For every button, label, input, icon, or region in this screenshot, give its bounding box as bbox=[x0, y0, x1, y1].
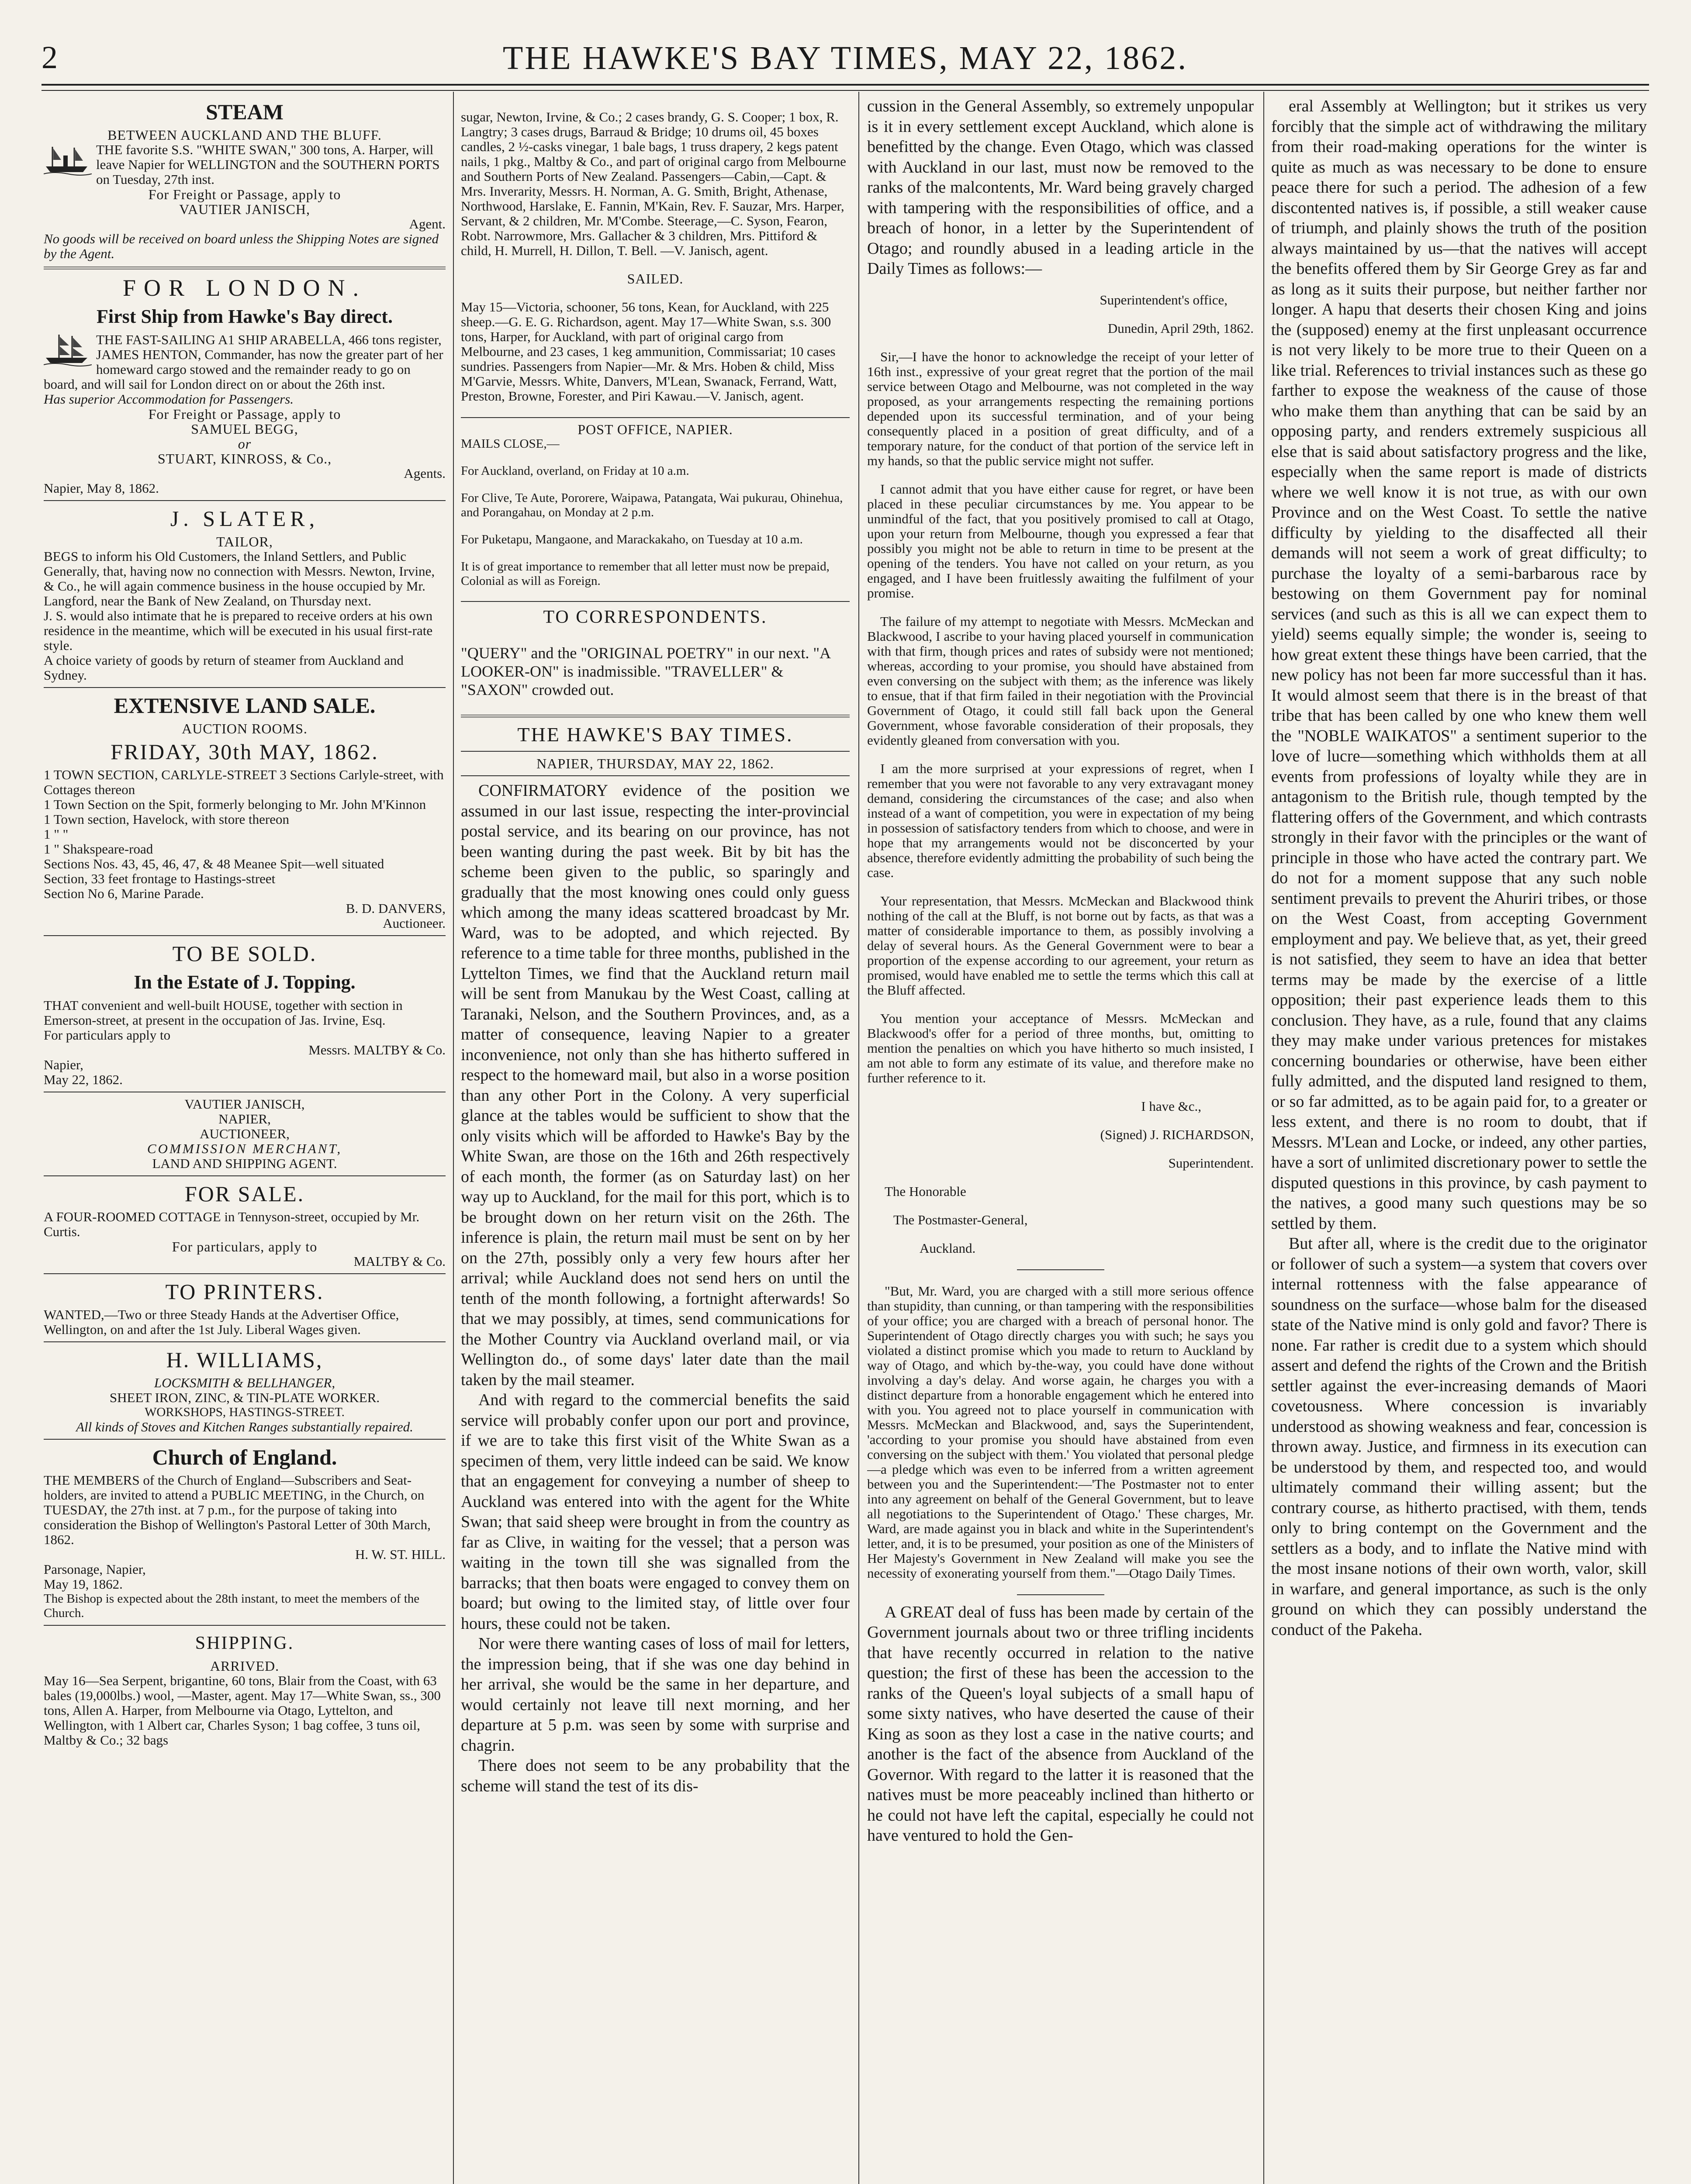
paper-dateline: NAPIER, THURSDAY, MAY 22, 1862. bbox=[536, 756, 774, 771]
ad-williams bbox=[44, 1347, 446, 1434]
divider bbox=[44, 687, 446, 688]
divider bbox=[44, 1273, 446, 1274]
section-subheading: ARRIVED. bbox=[210, 1658, 280, 1674]
ad-note: Has superior Accommodation for Passengers. bbox=[44, 391, 294, 407]
ad-subheading: In the Estate of J. Topping. bbox=[134, 971, 356, 993]
section-heading: SHIPPING. bbox=[195, 1633, 294, 1653]
letter-paragraph: I am the more surprised at your expressions of regret, when I remember that you were not favorable to any very extravagant money demand, considering the circumstances of the case; and also when instead of a want of competition, you were in expectation of my being in possession of satisfactory tenders from which to choose, and were in hope that my arrangements would not be disconcerted by your absence, therefore evidently admitting the probability of such being the case. bbox=[867, 760, 1254, 880]
ad-heading: FOR SALE. bbox=[184, 1182, 305, 1206]
notice: It is of great importance to remember that all letter must now be prepaid, Colonial as will as Foreign. bbox=[461, 560, 830, 588]
ad-line: For Freight or Passage, apply to bbox=[148, 406, 341, 422]
divider bbox=[44, 1625, 446, 1626]
ad-heading: EXTENSIVE LAND SALE. bbox=[114, 693, 376, 718]
section-heading: TO CORRESPONDENTS. bbox=[543, 607, 768, 627]
notice: "QUERY" and the "ORIGINAL POETRY" in our next. "A LOOKER-ON" is inadmissible. "TRAVELLER" & "SAXON" crowded out. bbox=[461, 644, 830, 698]
divider bbox=[461, 751, 850, 752]
ad-trade: SHEET IRON, ZINC, & TIN-PLATE WORKER. bbox=[109, 1390, 380, 1405]
sailing-ship-icon bbox=[44, 332, 92, 367]
ad-subheading: BETWEEN AUCKLAND AND THE BLUFF. bbox=[107, 127, 382, 143]
agent-name: SAMUEL BEGG, bbox=[191, 421, 298, 437]
section-heading: POST OFFICE, NAPIER. bbox=[577, 422, 733, 437]
article-paragraph: But after all, where is the credit due to the originator or follower of such a system—a system that covers over internal rottenness with the false appearance of soundness on the surface—whose balm for the diseased state of the Native mind is only gold and favor? There is none. Far rather is credit due to a system which should assert and defend the rights of the Crown and the British settler against the ever-increasing demands of Maori covetousness. Where concession is invariably understood as showing weakness and fear, concession is thrown away. Justice, and firmness in its execution can be understood by them, and respected too, and would ultimately command their willing assent; but the contrary course, as hitherto practised, with them, tends only to bring contempt on the Government and the settlers as a body, and to inflate the Native mind with the most insane notions of their own worth, valor, skill in warfare, and general importance, as such is the only ground on which they can possibly understand the conduct of the Pakeha. bbox=[1271, 1234, 1647, 1639]
divider bbox=[44, 935, 446, 936]
paper-heading: THE HAWKE'S BAY TIMES. bbox=[517, 723, 793, 746]
ad-subheading: First Ship from Hawke's Bay direct. bbox=[97, 306, 393, 327]
article-text bbox=[867, 1602, 1254, 1846]
ad-dateline: May 22, 1862. bbox=[44, 1072, 123, 1087]
agent-name: Messrs. MALTBY & Co. bbox=[308, 1042, 446, 1057]
ad-body: BEGS to inform his Old Customers, the Inland Settlers, and Public Generally, that, having now no connection with Messrs. Newton, Irvine, & Co., he will again commence business in the house occupied by Mr. Langford, near the Bank of New Zealand, on Thursday next. bbox=[44, 549, 435, 608]
ad-line: For particulars, apply to bbox=[172, 1239, 318, 1254]
divider bbox=[461, 775, 850, 776]
ad-subheading: TAILOR, bbox=[216, 534, 273, 549]
letter-paragraph: Sir,—I have the honor to acknowledge the receipt of your letter of 16th inst., expressive of your great regret that the portion of the mail service between Otago and Melbourne, was not completed in the way proposed, as your arrangements respecting the remaining portions depended upon its successful termination, and of your being consequently placed in a position of great difficulty, and of a temporary nature, for the conduct of that portion of the service left in my hands, so that the public service might not suffer. bbox=[867, 349, 1254, 468]
divider bbox=[461, 601, 850, 602]
letter-signature: (Signed) J. RICHARDSON, bbox=[1100, 1127, 1254, 1142]
sale-item: Section, 33 feet frontage to Hastings-street bbox=[44, 871, 276, 886]
sale-item: 1 Town Section on the Spit, formerly belonging to Mr. John M'Kinnon bbox=[44, 797, 426, 812]
column-rule bbox=[1263, 92, 1264, 2184]
short-rule bbox=[1017, 1594, 1104, 1595]
divider bbox=[44, 1175, 446, 1176]
sale-item: 1 Town section, Havelock, with store thereon bbox=[44, 812, 290, 827]
ad-heading: J. SLATER, bbox=[170, 506, 319, 531]
ad-for-london bbox=[44, 275, 446, 496]
letter-date: Dunedin, April 29th, 1862. bbox=[1107, 320, 1254, 336]
page-number: 2 bbox=[41, 40, 58, 76]
ad-heading: Church of England. bbox=[152, 1445, 337, 1469]
ad-heading: H. WILLIAMS, bbox=[166, 1348, 323, 1372]
ad-line: For Freight or Passage, apply to bbox=[148, 187, 341, 202]
agent-role: COMMISSION MERCHANT, bbox=[147, 1141, 342, 1156]
shipping-list: sugar, Newton, Irvine, & Co.; 2 cases brandy, G. S. Cooper; 1 box, R. Langtry; 3 cases drugs, Barraud & Bridge; 10 drums oil, 45 boxes candles, 2 ½-casks vinegar, 1 bale bags, 1 truss drapery, 2 kegs patent nails, 1 pkg., Maltby & Co., and part of original cargo from Melbourne and Southern Ports of New Zealand. Passengers—Cabin,—Capt. & Mrs. Inverarity, Messrs. H. Norman, A. G. Smith, Bright, Athenase, Northwood, Harslake, E. Fannin, M'Kain, Rev. F. Sauzar, Mrs. Harper, Servant, & 2 children, Mr. M'Combe. Steerage,—C. Syson, Fearon, Robt. Narrowmore, Mrs. Gallacher & 3 children, Mrs. Pittiford & child, H. Murrell, H. Dillon, T. Bell. —V. Janisch, agent. bbox=[461, 109, 846, 258]
steamship-icon bbox=[44, 142, 92, 177]
column-rule bbox=[453, 92, 454, 2184]
ad-slater bbox=[44, 505, 446, 683]
column-editorial bbox=[1271, 96, 1647, 2184]
ad-heading: TO PRINTERS. bbox=[165, 1279, 324, 1304]
article-paragraph: There does not seem to be any probability that the scheme will stand the test of its dis- bbox=[461, 1756, 850, 1795]
ad-body: WANTED,—Two or three Steady Hands at the Advertiser Office, Wellington, on and after the 1st July. Liberal Wages given. bbox=[44, 1307, 399, 1337]
ad-body: THE MEMBERS of the Church of England—Subscribers and Seat-holders, are invited to attend a PUBLIC MEETING, in the Church, on TUESDAY, the 27th inst. at 7 p.m., for the purpose of taking into consideration the Bishop of Wellington's Pastoral Letter of 30th March, 1862. bbox=[44, 1472, 431, 1547]
agent-name: VAUTIER JANISCH, bbox=[179, 201, 310, 217]
editorial bbox=[461, 781, 850, 1796]
section-subheading: MAILS CLOSE,— bbox=[461, 437, 560, 451]
shipping-section bbox=[44, 1630, 446, 1748]
shipping-list: May 15—Victoria, schooner, 56 tons, Kean, for Auckland, with 225 sheep.—G. E. G. Richardson, agent. May 17—White Swan, s.s. 300 tons, Harper, for Auckland, with part of original cargo from Melbourne, and 23 cases, 1 keg ammunition, Commissariat; 10 cases sundries. Passengers from Napier—Mr. & Mrs. Hoben & child, Miss M'Garvie, Messrs. White, Danvers, M'Lean, Swanack, Ferrand, Watt, Preston, Browne, Forester, and Piri Kawau.—V. Janisch, agent. bbox=[461, 299, 837, 404]
agent-name: VAUTIER JANISCH, bbox=[184, 1096, 305, 1112]
mail-line: For Clive, Te Aute, Pororere, Waipawa, Patangata, Wai pukurau, Ohinehua, and Porangahau, on Monday at 2 p.m. bbox=[461, 491, 843, 519]
signer-role: Auctioneer. bbox=[383, 916, 446, 931]
sale-item: Section No 6, Marine Parade. bbox=[44, 886, 204, 901]
ad-dateline: May 19, 1862. bbox=[44, 1576, 123, 1592]
section-subheading: SAILED. bbox=[627, 271, 684, 287]
divider bbox=[461, 417, 850, 418]
ad-note: All kinds of Stoves and Kitchen Ranges substantially repaired. bbox=[76, 1419, 413, 1434]
letter-addressee: Auckland. bbox=[920, 1240, 976, 1256]
ad-steam bbox=[44, 99, 446, 261]
divider bbox=[44, 1341, 446, 1342]
ad-body: THAT convenient and well-built HOUSE, together with section in Emerson-street, at present in the occupation of Jas. Irvine, Esq. bbox=[44, 998, 403, 1028]
column-advertisements bbox=[44, 96, 446, 2184]
divider bbox=[44, 1439, 446, 1440]
ad-place: NAPIER, bbox=[218, 1111, 271, 1127]
agent-role: AUCTIONEER, bbox=[200, 1126, 290, 1141]
ad-note: The Bishop is expected about the 28th instant, to meet the members of the Church. bbox=[44, 1592, 420, 1620]
ad-place: Parsonage, Napier, bbox=[44, 1562, 146, 1577]
divider bbox=[44, 266, 446, 270]
sale-item: 1 " Shakspeare-road bbox=[44, 841, 153, 857]
ad-place: Napier, bbox=[44, 1057, 83, 1072]
ad-printers bbox=[44, 1279, 446, 1337]
sale-date: FRIDAY, 30th MAY, 1862. bbox=[111, 740, 379, 764]
divider bbox=[44, 500, 446, 501]
divider bbox=[461, 715, 850, 718]
mail-line: For Auckland, overland, on Friday at 10 a.m. bbox=[461, 464, 689, 478]
agent-name: STUART, KINROSS, & Co., bbox=[157, 451, 332, 467]
ad-place: WORKSHOPS, HASTINGS-STREET. bbox=[145, 1405, 345, 1419]
letter-body bbox=[867, 349, 1254, 1085]
letter-paragraph: Your representation, that Messrs. McMeckan and Blackwood think nothing of the call at the Bluff, is not borne out by facts, as that was a matter of considerable importance to them, as possibly involving a delay of several hours. As the General Government were to bear a proportion of the expense according to our agreement, your return as promised, would have enabled me to settle the terms which this call at the Bluff affected. bbox=[867, 893, 1254, 998]
ad-body: THE FAST-SAILING A1 SHIP ARABELLA, 466 tons register, JAMES HENTON, Commander, has now the greater part of her homeward cargo stowed and the remainder ready to go on board, and will sail for London direct on or about the 26th inst. bbox=[44, 332, 443, 392]
letter-paragraph: I cannot admit that you have either cause for regret, or have been placed in these peculiar circumstances by me. You appear to be unmindful of the fact, that you positively promised to call at Otago, upon your return from Melbourne, though you expressed a fear that possibly you might not be able to return in time to be present at the opening of the tenders. You have not called on your return, as you engaged, and I have been fruitlessly awaiting the fulfilment of your promise. bbox=[867, 481, 1254, 601]
sale-item: 1 TOWN SECTION, CARLYLE-STREET 3 Sections Carlyle-street, with Cottages thereon bbox=[44, 767, 444, 797]
ad-for-sale bbox=[44, 1181, 446, 1269]
signer: B. D. DANVERS, bbox=[346, 901, 446, 916]
ad-heading: STEAM bbox=[206, 100, 284, 124]
article-paragraph: And with regard to the commercial benefits the said service will probably confer upon our port and province, if we are to take this first visit of the White Swan as a specimen of them, very little indeed can be said. We know that an engagement for conveying a number of sheep to Auckland was entered into with the agent for the White Swan; that said sheep were brought in from the country as far as Clive, in waiting for the vessel; that a person was waiting in the town till she was signalled from the barracks; that then boats were engaged to convey them on board; but owing to the limited stay, of little over four hours, these could not be taken. bbox=[461, 1391, 850, 1633]
letter-paragraph: The failure of my attempt to negotiate with Messrs. McMeckan and Blackwood, I ascribe to your having placed yourself in communication with that firm, though prices and rates of subsidy were not mentioned; whereas, according to your promise, you should have abstained from even conversing on the subject with them; as the inference was likely to ensue, that if that firm failed in their negotiation with the Provincial Government of Otago, it could still fall back upon the General Government, whose favorable consideration of their proposals, they evidently gleaned from conversation with you. bbox=[867, 613, 1254, 748]
letter-paragraph: You mention your acceptance of Messrs. McMeckan and Blackwood's offer for a period of three months, but, omitting to mention the penalties on which you have hitherto so much insisted, I am not able to form any estimate of its value, and therefore make no further reference to it. bbox=[867, 1010, 1254, 1085]
letter-role: Superintendent. bbox=[1168, 1155, 1254, 1171]
letter-addressee: The Honorable bbox=[885, 1183, 966, 1199]
ad-heading: FOR LONDON. bbox=[122, 275, 367, 301]
ad-body: J. S. would also intimate that he is prepared to receive orders at his own residence in the meantime, which will be executed in his usual first-rate style. bbox=[44, 608, 433, 653]
short-rule bbox=[1017, 1269, 1104, 1270]
article-paragraph: Nor were there wanting cases of loss of mail for letters, the impression being, that if she was one day behind in her arrival, she would be the same in her departure, and would certainly not leave till next morning, and her departure at 5 p.m. was seen by some with surprise and chagrin. bbox=[461, 1635, 850, 1755]
ad-trade: LOCKSMITH & BELLHANGER, bbox=[154, 1375, 335, 1390]
article-paragraph: cussion in the General Assembly, so extremely unpopular is it in every settlement except Auckland, which alone is benefitted by the change. Even Otago, which was classed with Auckland in our last, must now be removed to the ranks of the malcontents, Mr. Ward being gravely charged with tampering with the responsibilities of office, and a breach of honor, in a letter by the Superintendent of Otago; and roundly abused in a leading article in the Daily Times as follows:— bbox=[867, 97, 1254, 278]
ad-heading: TO BE SOLD. bbox=[172, 941, 317, 966]
mail-schedule bbox=[461, 464, 850, 547]
ad-or: or bbox=[238, 436, 252, 452]
letter-place: Superintendent's office, bbox=[1100, 292, 1228, 308]
article-paragraph: CONFIRMATORY evidence of the position we assumed in our last issue, respecting the inter-provincial postal service, and its bearing on our province, has not been wanting during the past week. Bit by bit has the scheme been given to the public, so sparingly and gradually that the most knowing ones could only guess which among the many ideas scattered broadcast by Mr. Ward, was to be adopted, and which rejected. By reference to a time table for three months, published in the Lyttelton Times, we find that the Auckland return mail will be sent from Manukau by the West Coast, calling at Taranaki, Nelson, and the Southern Provinces, and, as a matter of consequence, leaving Napier to a greater inconvenience, not only than she has hitherto suffered in respect to the homeward mail, but also in a worse position than any other Port in the Colony. A very superficial glance at the tables would be sufficient to show that the only visits which will be afforded to Hawke's Bay by the White Swan, are those on the 16th and 26th respectively of each month, the former (as on Saturday last) on her way up to Auckland, for the mail for this port, which is to be brought down on her return visit on the 26th. The inference is plain, the return mail must be sent on by her on the 27th, possibly only a very few hours after her arrival; while Auckland does not send hers on until the tenth of the month following, a fortnight afterwards! So that we may possibly, at times, send communications for the Mother Country via Auckland overland mail, or via Wellington do., of some days' later date than the mail taken by the mail steamer. bbox=[461, 781, 850, 1389]
agent-name: MALTBY & Co. bbox=[353, 1254, 446, 1269]
letter-close: I have &c., bbox=[1141, 1098, 1201, 1114]
ad-church bbox=[44, 1444, 446, 1621]
ad-body: THE favorite S.S. "WHITE SWAN," 300 tons, A. Harper, will leave Napier for WELLINGTON and the SOUTHERN PORTS on Tuesday, 27th inst. bbox=[96, 142, 440, 187]
column-news bbox=[461, 96, 850, 2184]
column-rule bbox=[858, 92, 859, 2184]
masthead-rule bbox=[41, 84, 1649, 91]
ad-note: No goods will be received on board unless the Shipping Notes are signed by the Agent. bbox=[44, 231, 439, 261]
article-text bbox=[867, 96, 1254, 279]
ad-dateline: Napier, May 8, 1862. bbox=[44, 480, 159, 496]
agent-role: Agent. bbox=[409, 216, 446, 232]
ad-land-sale bbox=[44, 692, 446, 931]
ad-to-be-sold bbox=[44, 940, 446, 1087]
quoted-article: "But, Mr. Ward, you are charged with a still more serious offence than stupidity, than cunning, or than tampering with the responsibilities of your office; you are charged with a breach of personal honor. The Superintendent of Otago directly charges you with such; he says you violated a distinct promise which you made to return to Auckland by way of Otago, and which by-the-way, you could have done without involving a day's delay. And worse again, he charges you with a distinct departure from a honorable engagement which he entered into with you. You agreed not to place yourself in communication with Messrs. McMeckan and Blackwood, and, says the Superintendent, 'according to your promise you should have abstained from even conversing on the subject with them.' You violated that personal pledge—a pledge which was even to be inferred from a written agreement between you and the Superintendent:—'The Postmaster not to enter into any agreement on behalf of the General Government, but to leave all negotiations to the Superintendent of Otago.' These charges, Mr. Ward, are made against you in black and white in the Superintendent's letter, and, it is to be presumed, your position as one of the Ministers of Her Majesty's Government in New Zealand will make you see the necessity of exonerating yourself from them."—Otago Daily Times. bbox=[867, 1283, 1254, 1581]
ad-body: A choice variety of goods by return of steamer from Auckland and Sydney. bbox=[44, 653, 404, 683]
ad-janisch bbox=[44, 1097, 446, 1171]
ad-body: A FOUR-ROOMED COTTAGE in Tennyson-street, occupied by Mr. Curtis. bbox=[44, 1209, 420, 1239]
sale-items bbox=[44, 767, 446, 901]
newspaper-title: THE HAWKE'S BAY TIMES, MAY 22, 1862. bbox=[502, 40, 1188, 76]
sale-item: Sections Nos. 43, 45, 46, 47, & 48 Meanee Spit—well situated bbox=[44, 856, 384, 871]
signer: H. W. ST. HILL. bbox=[355, 1547, 446, 1562]
sale-item: 1 " " bbox=[44, 826, 69, 842]
article-paragraph: eral Assembly at Wellington; but it strikes us very forcibly that the simple act of withdrawing the military from their road-making operations for the winter is quite as much as was necessary to be done to ensure peace there for such a period. The adhesion of a few discontented natives is, if possible, a still weaker cause of triumph, and plainly shows the truth of the position always maintained by us—that the natives will accept the benefits offered them by Sir George Grey as far and as long as it suits their purpose, but neither farther nor longer. A hapu that deserts their chosen King and joins the (supposed) enemy at the first unpleasant occurrence is not very likely to be more true to their Queen on a like trial. References to trivial instances such as these go farther to expose the weakness of the cause of those who make them than anything that can be said by an opposing party, and renders extremely suspicious all else that is said about satisfactory progress and the like, especially when the same report is made of districts where we well know it is not true, as with our own Province and on the West Coast. To settle the native difficulty by yielding to the disaffected all their demands will not seem a work of great difficulty; to purchase the loyalty of a semi-barbarous race by bestowing on them Government pay for nominal services (and such as this is all we can expect them to yield) seems equally simple; the wonder is, seeing to how great extent these things have been carried, that the new policy has not been far more successful than it has. It would almost seem that there is in the breast of that tribe that has been called by one who knew them well the "NOBLE WAIKATOS" a sentiment superior to the love of lucre—something which withholds them at all events from professions of loyalty while they are in antagonism to the British rule, though tempted by the flattering offers of the Government, and which contrasts strongly in their favor with the principles or the want of principle in those who have acted the contrary part. We do not for a moment suppose that any such noble sentiment prevails to prevent the Ahuriri tribes, or those on the West Coast, from accepting Government employment and pay. We believe that, as yet, their greed is not satisfied, they seem to have an idea that better terms may be made by the exercise of a little opposition; their past experience leads them to this conclusion. They have, as a rule, found that any claims they may make under various pretences for mistakes concerning boundaries or otherwise, have been either fully admitted, and the disputed land resigned to them, or so far admitted, as to be again paid for, to a greater or less extent, and there is no room to doubt, that if Messrs. M'Lean and Locke, or indeed, any other parties, have a sort of unlimited discretionary power to settle the disputed questions in this province, by cash payment to the natives, a good many such questions may be so settled by them. bbox=[1271, 97, 1647, 1233]
masthead bbox=[41, 39, 1649, 79]
mail-line: For Puketapu, Mangaone, and Marackakaho, on Tuesday at 10 a.m. bbox=[461, 532, 803, 546]
ad-subheading: AUCTION ROOMS. bbox=[182, 721, 308, 736]
ad-line: For particulars apply to bbox=[44, 1027, 171, 1043]
article-paragraph: A GREAT deal of fuss has been made by certain of the Government journals about two or three trifling incidents that have recently occurred in relation to the native question; the first of these has been the accession to the ranks of the Queen's loyal subjects of a small hapu of some sixty natives, who have deserted the cause of their King as soon as they lost a case in the native courts; and another is the fact of the absence from Auckland of the Governor. With regard to the latter it is reasoned that the natives must be more peaceably inclined than hitherto or he could not have left the capital, especially he could not have ventured to hold the Gen- bbox=[867, 1603, 1254, 1845]
shipping-list: May 16—Sea Serpent, brigantine, 60 tons, Blair from the Coast, with 63 bales (19,000lbs.) wool, —Master, agent. May 17—White Swan, ss., 300 tons, Allen A. Harper, from Melbourne via Otago, Lyttelton, and Wellington, with 1 Albert car, Charles Syson; 1 bag coffee, 3 tuns oil, Maltby & Co.; 32 bags bbox=[44, 1673, 441, 1748]
article-text bbox=[1271, 96, 1647, 1640]
column-news-continued bbox=[867, 96, 1254, 2184]
agent-role: LAND AND SHIPPING AGENT. bbox=[152, 1156, 337, 1171]
agent-role: Agents. bbox=[404, 466, 446, 481]
letter-addressee: The Postmaster-General, bbox=[893, 1212, 1028, 1227]
